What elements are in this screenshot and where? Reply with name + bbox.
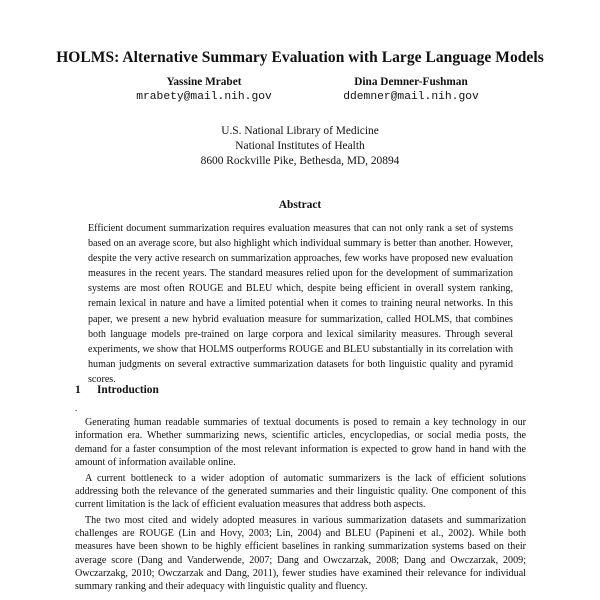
paragraph: The two most cited and widely adopted measures in various summarization datasets and summarization challenges are ROUGE (Lin and Hovy, 2003; Lin, 2004) and BLEU (Papineni et al., 2002). While both measures have been shown to be highly efficient baselines in ranking summarization systems based on their average score (Dang and Vanderwende, 2007; Dang and Owczarzak, 2008; Dang and Owczarzak, 2009; Owczarzakg, 2010; Owczarzak and Dang, 2011), fewer studies have examined their relevance for individual summary ranking and their adequacy with linguistic quality and fluency.	[75, 514, 526, 592]
paper-title: HOLMS: Alternative Summary Evaluation with Large Language Models	[56, 49, 544, 66]
abstract-heading: Abstract	[278, 199, 322, 211]
paragraph: Generating human readable summaries of textual documents is posed to remain a key technology in our information era. Whether summarizing news, scientific articles, encyclopedias, or social media posts, the demand for a faster consumption of the most relevant information is expected to grow hand in hand with the amount of information available online.	[75, 417, 526, 468]
author-2	[311, 75, 511, 105]
abstract-text: Efficient document summarization requires evaluation measures that can not only rank a set of systems based on an average score, but also highlight which individual summary is better than another. However, despite the very active research on summarization approaches, few works have proposed new evaluation measures in the recent years. The standard measures relied upon for the development of summarization systems are most often ROUGE and BLEU which, despite being efficient in overall system ranking, remain lexical in nature and have a limited potential when it comes to training neural networks. In this paper, we present a new hybrid evaluation measure for summarization, called HOLMS, that combines both language models pre-trained on large corpora and lexical similarity measures. Through several experiments, we show that HOLMS outperforms ROUGE and BLEU substantially in its correlation with human judgments on several extractive summarization datasets for both linguistic quality and pyramid scores.	[88, 223, 513, 385]
affiliation-line: 8600 Rockville Pike, Bethesda, MD, 20894	[200, 155, 400, 167]
affiliation-line: National Institutes of Health	[235, 140, 365, 152]
author-name: Dina Demner-Fushman	[354, 76, 468, 88]
section-number: 1	[75, 384, 81, 396]
author-email: mrabety@mail.nih.gov	[136, 91, 272, 103]
section-heading	[75, 384, 159, 396]
section-title: Introduction	[97, 384, 159, 396]
affiliation	[0, 124, 600, 169]
paragraph: A current bottleneck to a wider adoption of automatic summarizers is the lack of efficient solutions addressing both the relevance of the generated summaries and their linguistic quality. One component of this current limitation is the lack of efficient evaluation measures that address both aspects.	[75, 472, 526, 510]
author-name: Yassine Mrabet	[166, 76, 242, 88]
author-1	[104, 75, 304, 105]
stray-marker: .	[75, 403, 78, 413]
author-email: ddemner@mail.nih.gov	[343, 91, 479, 103]
affiliation-line: U.S. National Library of Medicine	[221, 125, 379, 137]
introduction-body	[75, 416, 526, 596]
